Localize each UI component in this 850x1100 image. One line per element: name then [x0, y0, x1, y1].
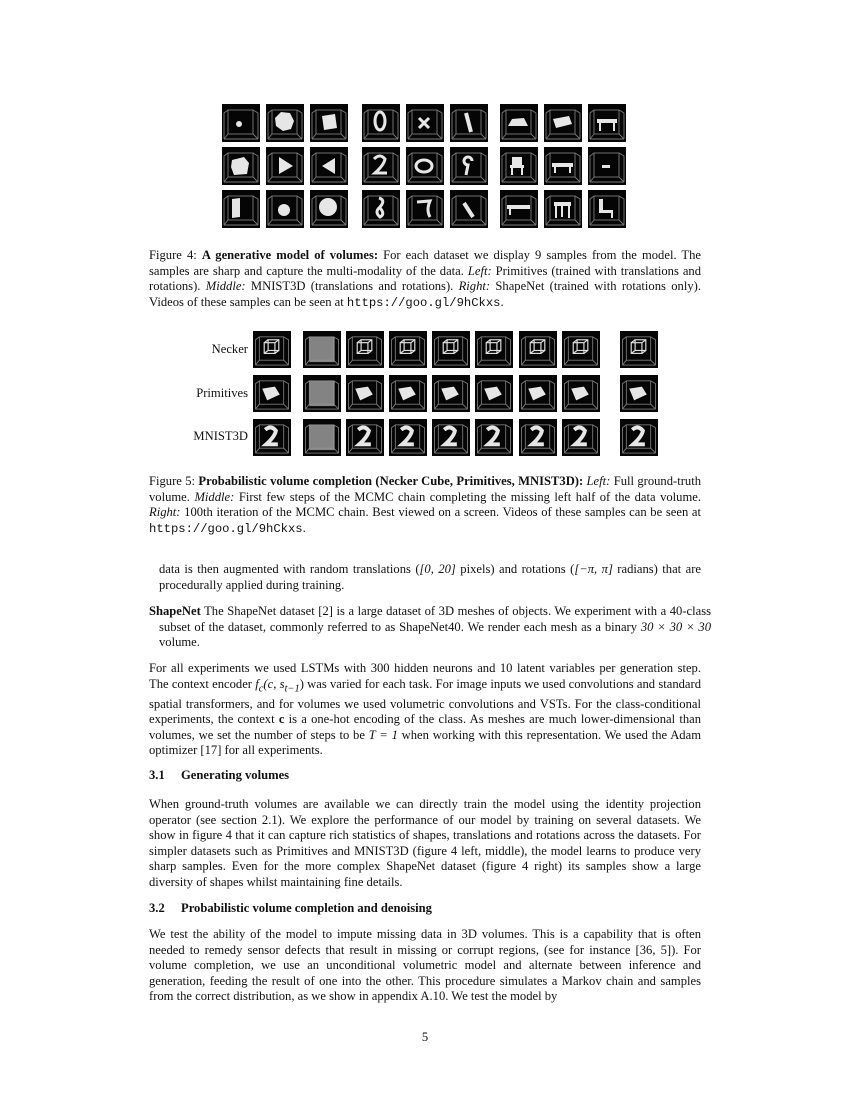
text-run: radians) that are procedurally applied during training. — [159, 562, 701, 592]
section-title: Generating volumes — [181, 768, 290, 782]
necker-step-7 — [519, 331, 557, 368]
section-number: 3.1 — [149, 768, 165, 782]
caption-text: For each dataset we display 9 samples from the model. The samples are sharp and capture the multi-modality of the data. — [149, 248, 701, 278]
primitives-sample-9 — [310, 190, 348, 228]
paragraph-title: ShapeNet — [149, 604, 201, 618]
necker-step-3-drawing — [346, 331, 384, 368]
figure-4-mnist3d-grid — [362, 104, 489, 230]
mnist3d-step-7-drawing — [519, 419, 557, 456]
mnist3d-sample-3-drawing — [450, 104, 488, 142]
necker-step-3 — [346, 331, 384, 368]
mnist3d-step-4-drawing — [389, 419, 427, 456]
caption-label: Figure 4: — [149, 248, 197, 262]
mnist3d-sample-8 — [406, 190, 444, 228]
necker-step-6 — [475, 331, 513, 368]
primitives-sample-8 — [266, 190, 304, 228]
primitives-sample-6-drawing — [310, 147, 348, 185]
primitives-step-3 — [346, 375, 384, 412]
text-run: pixels) and rotations ( — [455, 562, 575, 576]
caption-right-label: Right: — [458, 279, 491, 294]
primitives-sample-8-drawing — [266, 190, 304, 228]
mnist3d-step-2 — [303, 419, 341, 456]
necker-step-8 — [562, 331, 600, 368]
necker-step-5-drawing — [432, 331, 470, 368]
primitives-step-7-drawing — [519, 375, 557, 412]
primitives-step-5-drawing — [432, 375, 470, 412]
mnist3d-sample-6 — [450, 147, 488, 185]
shapenet-sample-3 — [588, 104, 626, 142]
caption-middle-text: MNIST3D (translations and rotations). — [250, 279, 454, 294]
page-number: 5 — [421, 1030, 429, 1044]
math-encoder — [255, 676, 300, 695]
shapenet-sample-5-drawing — [544, 147, 582, 185]
mnist3d-sample-3 — [450, 104, 488, 142]
text-run: is a one-hot encoding of the class. As meshes are much lower-dimensional than volumes, we set the number of steps to be — [149, 712, 702, 742]
primitives-sample-1-drawing — [222, 104, 260, 142]
mnist3d-step-2-drawing — [303, 419, 341, 456]
mnist3d-step-6-drawing — [475, 419, 513, 456]
mnist3d-step-3-drawing — [346, 419, 384, 456]
math-context: c — [278, 712, 285, 727]
mnist3d-sample-5 — [406, 147, 444, 185]
video-link[interactable]: https://goo.gl/9hCkxs — [149, 521, 303, 536]
section-heading-3-1 — [149, 768, 289, 783]
primitives-step-9 — [620, 375, 658, 412]
mnist3d-step-6 — [475, 419, 513, 456]
caption-middle-label: Middle: — [194, 489, 235, 504]
shapenet-sample-9 — [588, 190, 626, 228]
paragraph-volume-completion: We test the ability of the model to impute missing data in 3D volumes. This is a capability that is often needed to remedy sensor defects that result in missing or corrupt regions, (see for instance [36, 5]). For volume completion, we use an unconditional volumetric model and alternate between inference and generation, feeding the result of one into the other. This procedure simulates a Markov chain and samples from the correct distribution, as we show in appendix A.10. We test the model by — [149, 927, 701, 1004]
primitives-sample-7 — [222, 190, 260, 228]
primitives-sample-9-drawing — [310, 190, 348, 228]
primitives-step-2-drawing — [303, 375, 341, 412]
text-run: volume. — [159, 635, 200, 650]
primitives-step-9-drawing — [620, 375, 658, 412]
primitives-sample-1 — [222, 104, 260, 142]
shapenet-sample-6 — [588, 147, 626, 185]
paragraph-augmentation — [159, 562, 701, 593]
mnist3d-step-1-drawing — [253, 419, 291, 456]
text-run: For all experiments we used LSTMs with 300 hidden neurons and 10 latent variables per generation step. The context encoder — [149, 661, 701, 691]
mnist3d-sample-8-drawing — [406, 190, 444, 228]
primitives-sample-2 — [266, 104, 304, 142]
primitives-step-8 — [562, 375, 600, 412]
necker-step-6-drawing — [475, 331, 513, 368]
primitives-step-7 — [519, 375, 557, 412]
primitives-sample-6 — [310, 147, 348, 185]
mnist3d-sample-1-drawing — [362, 104, 400, 142]
primitives-sample-2-drawing — [266, 104, 304, 142]
math-args: (c, s — [263, 676, 285, 691]
video-link[interactable]: https://goo.gl/9hCkxs — [346, 295, 501, 310]
math-sub: c — [258, 683, 264, 695]
shapenet-sample-7-drawing — [500, 190, 538, 228]
mnist3d-sample-2 — [406, 104, 444, 142]
figure-4 — [222, 104, 627, 230]
mnist3d-step-5 — [432, 419, 470, 456]
necker-step-5 — [432, 331, 470, 368]
shapenet-sample-1 — [500, 104, 538, 142]
paragraph-shapenet — [149, 604, 711, 651]
caption-title: A generative model of volumes: — [201, 248, 379, 262]
shapenet-sample-6-drawing — [588, 147, 626, 185]
necker-step-9 — [620, 331, 658, 368]
mnist3d-step-7 — [519, 419, 557, 456]
caption-right-label: Right: — [149, 505, 181, 520]
caption-label: Figure 5: — [149, 474, 196, 488]
figure-5-caption — [149, 474, 701, 537]
mnist3d-step-9-drawing — [620, 419, 658, 456]
shapenet-sample-2-drawing — [544, 104, 582, 142]
figure-4-primitives-grid — [222, 104, 349, 230]
figure-4-shapenet-grid — [500, 104, 627, 230]
mnist3d-sample-5-drawing — [406, 147, 444, 185]
math-range: [0, 20] — [419, 562, 456, 576]
necker-step-9-drawing — [620, 331, 658, 368]
caption-left-text: Full ground-truth volume. — [149, 474, 702, 504]
necker-step-1-drawing — [253, 331, 291, 368]
primitives-sample-3-drawing — [310, 104, 348, 142]
mnist3d-sample-9 — [450, 190, 488, 228]
primitives-sample-4-drawing — [222, 147, 260, 185]
necker-step-4-drawing — [389, 331, 427, 368]
mnist3d-sample-4-drawing — [362, 147, 400, 185]
caption-left-text: Primitives (trained with translations and rotations). — [149, 263, 701, 294]
text-run: The ShapeNet dataset [2] is a large dataset of 3D meshes of objects. We experiment with a 40-class subset of the dataset, commonly referred to as ShapeNet40. We render each mesh as a binary — [159, 604, 711, 634]
paragraph-generating-volumes: When ground-truth volumes are available we can directly train the model using the identity projection operator (see section 2.1). We explore the performance of our model by training on several datasets. We show in figure 4 that it can capture rich statistics of shapes, translations and rotations across the datasets. For simpler datasets such as Primitives and MNIST3D (figure 4 left, middle), the model learns to produce very sharp samples. Even for the more complex ShapeNet dataset (figure 4 right) its samples show a large diversity of shapes whilst maintaining fine details. — [149, 797, 701, 889]
primitives-sample-4 — [222, 147, 260, 185]
primitives-step-2 — [303, 375, 341, 412]
mnist3d-step-1 — [253, 419, 291, 456]
caption-left-label: Left: — [586, 474, 611, 488]
math-steps: T = 1 — [368, 727, 398, 742]
shapenet-sample-7 — [500, 190, 538, 228]
necker-step-1 — [253, 331, 291, 368]
primitives-sample-7-drawing — [222, 190, 260, 228]
mnist3d-step-3 — [346, 419, 384, 456]
shapenet-sample-2 — [544, 104, 582, 142]
mnist3d-sample-2-drawing — [406, 104, 444, 142]
necker-step-8-drawing — [562, 331, 600, 368]
primitives-step-8-drawing — [562, 375, 600, 412]
necker-step-4 — [389, 331, 427, 368]
primitives-sample-3 — [310, 104, 348, 142]
primitives-sample-5 — [266, 147, 304, 185]
caption-end: . — [302, 520, 306, 535]
mnist3d-step-8 — [562, 419, 600, 456]
row-label-mnist3d: MNIST3D — [193, 429, 248, 443]
shapenet-sample-3-drawing — [588, 104, 626, 142]
text-run: when working with this representation. We used the Adam optimizer [17] for all experiments. — [149, 727, 701, 758]
shapenet-sample-8-drawing — [544, 190, 582, 228]
mnist3d-sample-7 — [362, 190, 400, 228]
primitives-step-4 — [389, 375, 427, 412]
primitives-step-6 — [475, 375, 513, 412]
primitives-step-5 — [432, 375, 470, 412]
text-run: ) was varied for each task. For image inputs we used convolutions and standard spatial transformers, and for volumes we used volumetric convolutions and VSTs. For the class-conditional experiments, the context — [149, 676, 701, 727]
math-dimensions: 30 × 30 × 30 — [640, 619, 711, 634]
necker-step-2 — [303, 331, 341, 368]
row-label-necker: Necker — [211, 342, 248, 356]
primitives-step-3-drawing — [346, 375, 384, 412]
necker-step-2-drawing — [303, 331, 341, 368]
primitives-step-1 — [253, 375, 291, 412]
mnist3d-sample-9-drawing — [450, 190, 488, 228]
paragraph-experiments — [149, 661, 701, 759]
caption-left-label: Left: — [467, 263, 492, 278]
primitives-step-1-drawing — [253, 375, 291, 412]
row-label-primitives: Primitives — [196, 386, 248, 400]
primitives-sample-5-drawing — [266, 147, 304, 185]
section-heading-3-2 — [149, 901, 432, 916]
shapenet-sample-4-drawing — [500, 147, 538, 185]
mnist3d-step-4 — [389, 419, 427, 456]
math-f: f — [255, 676, 259, 691]
mnist3d-sample-7-drawing — [362, 190, 400, 228]
primitives-step-6-drawing — [475, 375, 513, 412]
caption-right-text: 100th iteration of the MCMC chain. Best viewed on a screen. Videos of these samples can be seen at — [184, 505, 701, 520]
mnist3d-sample-6-drawing — [450, 147, 488, 185]
primitives-step-4-drawing — [389, 375, 427, 412]
shapenet-sample-9-drawing — [588, 190, 626, 228]
math-sub: t−1 — [284, 683, 300, 695]
figure-5 — [180, 331, 660, 456]
caption-right-text: ShapeNet (trained with rotations only). Videos of these samples can be seen at — [149, 279, 701, 309]
mnist3d-step-9 — [620, 419, 658, 456]
mnist3d-sample-1 — [362, 104, 400, 142]
shapenet-sample-8 — [544, 190, 582, 228]
math-range: [−π, π] — [574, 562, 613, 576]
text-run: data is then augmented with random translations ( — [159, 562, 420, 576]
caption-middle-label: Middle: — [205, 279, 246, 294]
section-title: Probabilistic volume completion and denoising — [181, 901, 432, 915]
necker-step-7-drawing — [519, 331, 557, 368]
caption-middle-text: First few steps of the MCMC chain completing the missing left half of the data volume. — [238, 489, 702, 504]
section-number: 3.2 — [149, 901, 165, 915]
caption-title: Probabilistic volume completion (Necker Cube, Primitives, MNIST3D): — [198, 474, 584, 488]
shapenet-sample-5 — [544, 147, 582, 185]
mnist3d-step-5-drawing — [432, 419, 470, 456]
shapenet-sample-4 — [500, 147, 538, 185]
caption-end: . — [500, 294, 504, 309]
mnist3d-sample-4 — [362, 147, 400, 185]
mnist3d-step-8-drawing — [562, 419, 600, 456]
shapenet-sample-1-drawing — [500, 104, 538, 142]
figure-4-caption — [149, 248, 701, 311]
